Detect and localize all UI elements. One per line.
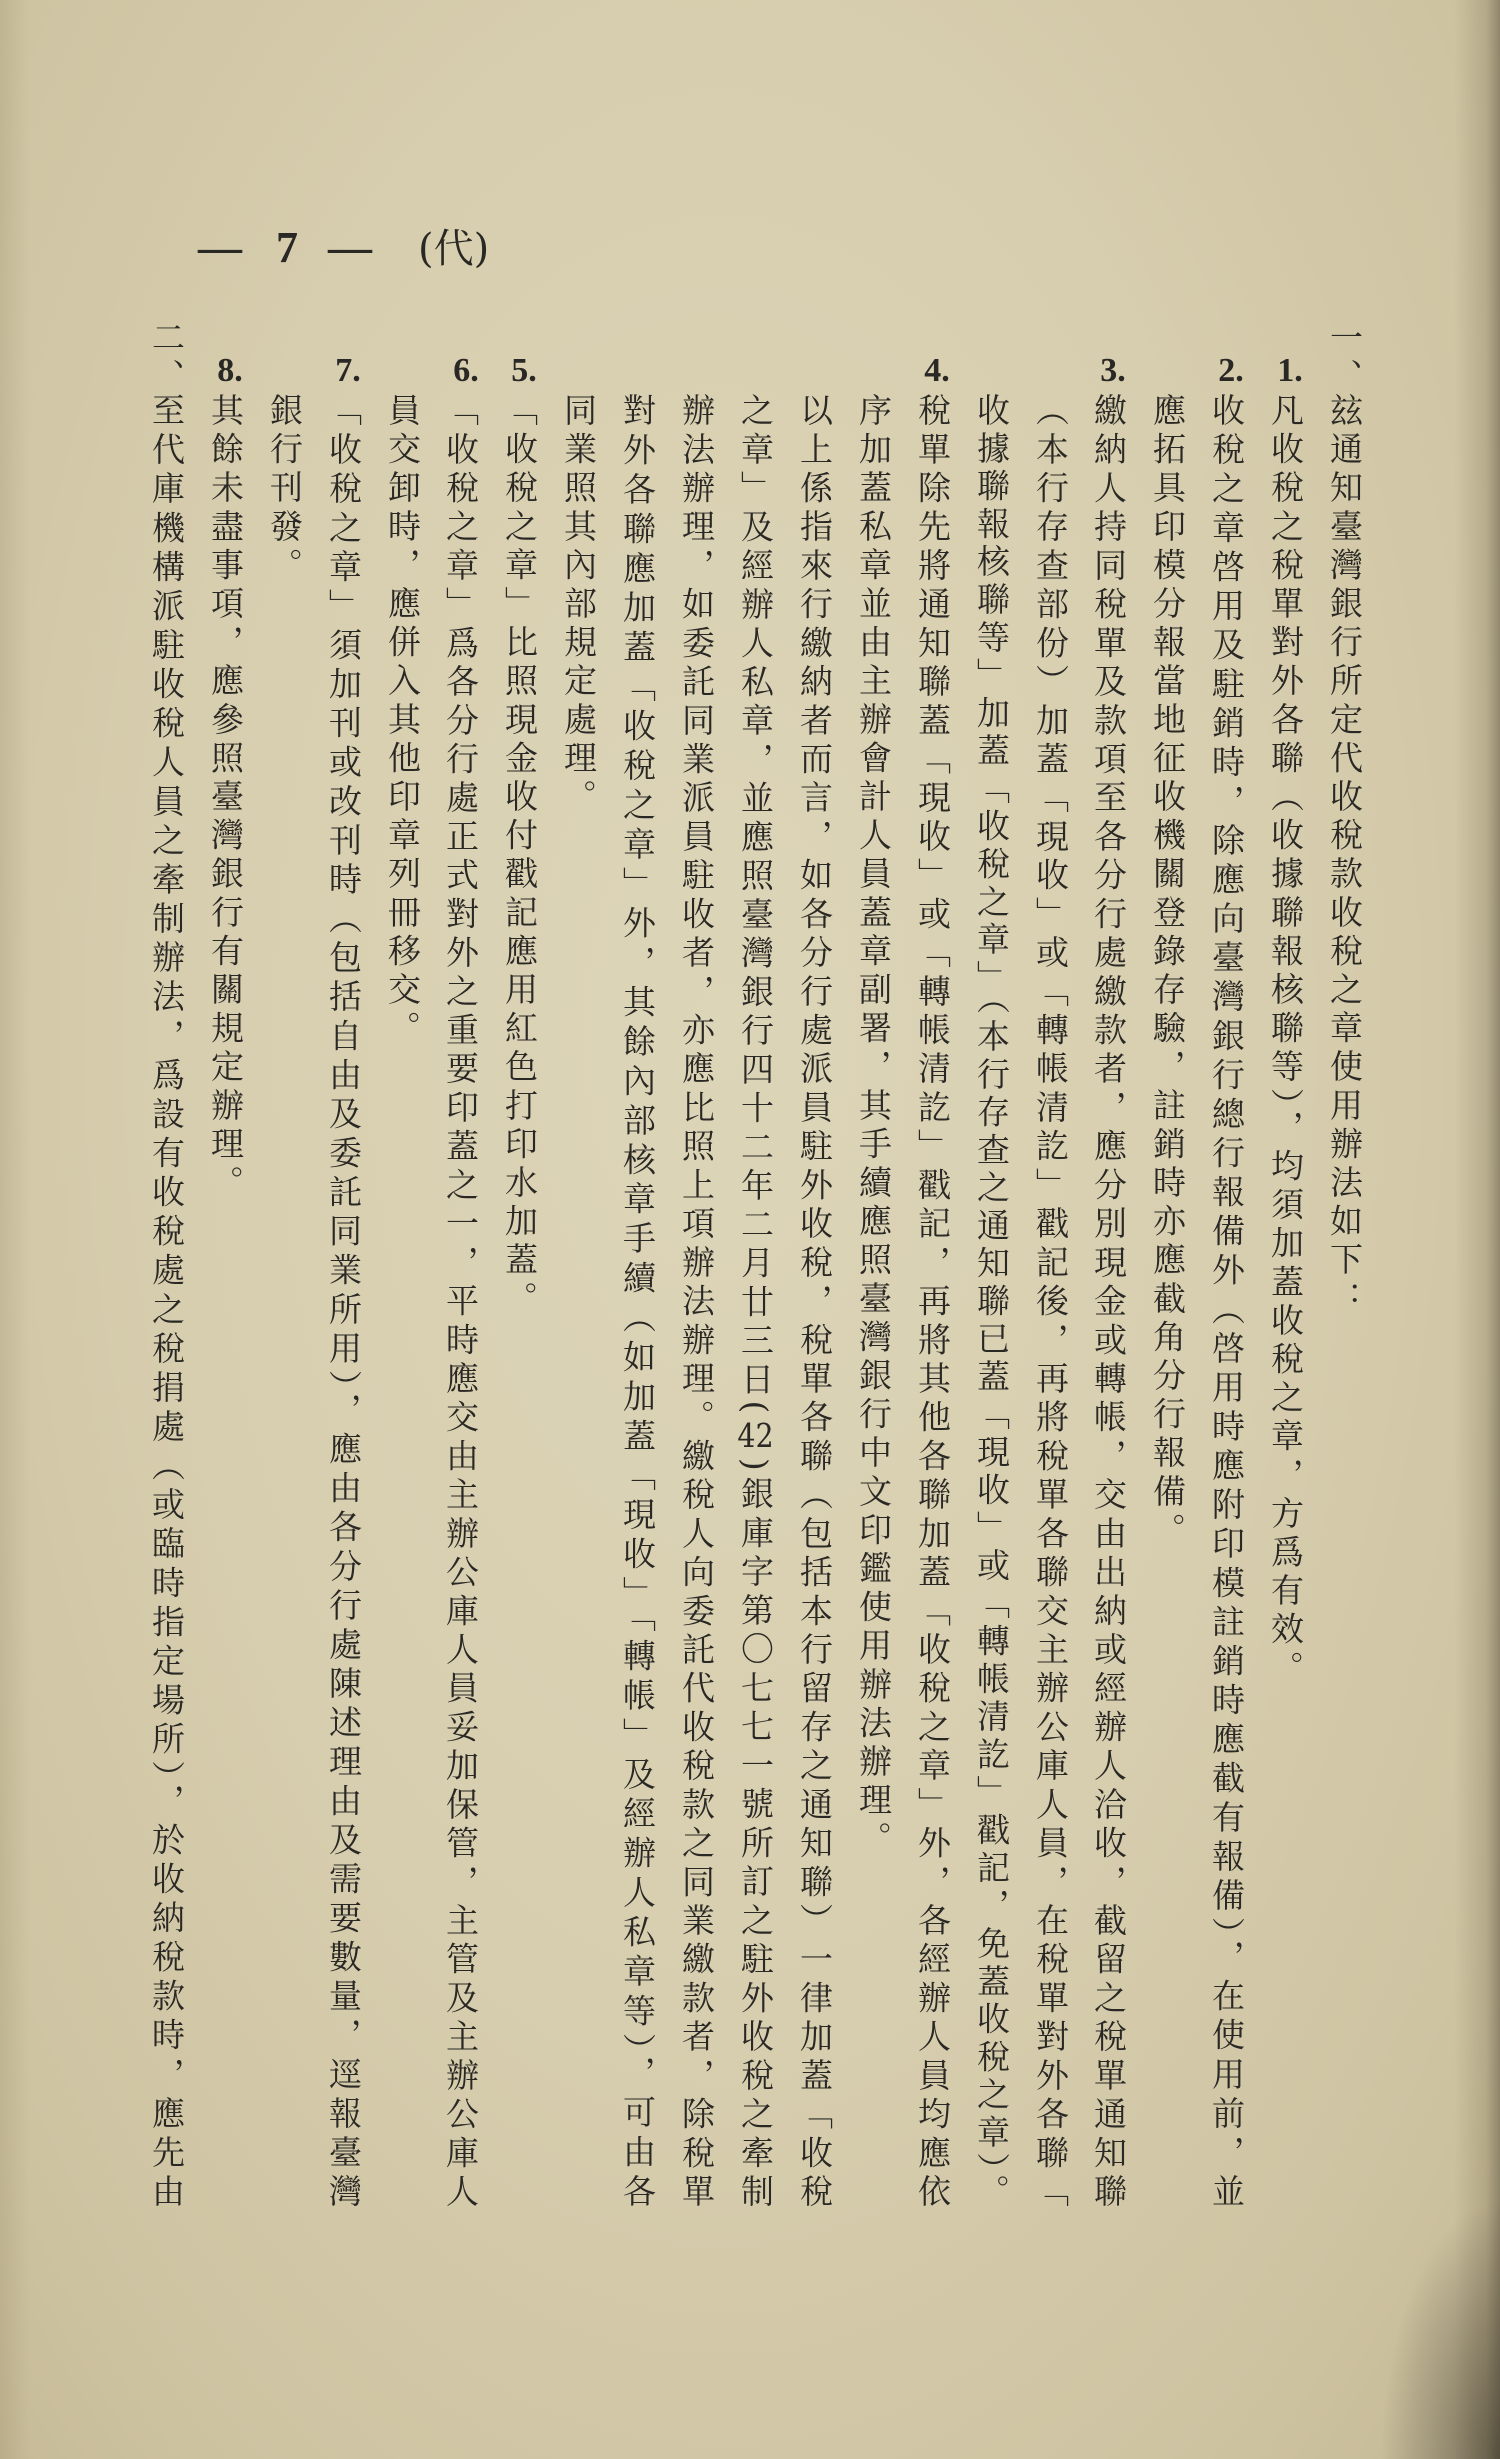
item-5-line-1: 「收稅之章」比照現金收付戳記應用紅色打印水加蓋。 <box>500 393 539 1320</box>
section-1-lead: 玆通知臺灣銀行所定代收稅款收稅之章使用辦法如下： <box>1325 393 1364 1320</box>
paper-corner-shadow <box>1380 2199 1500 2459</box>
item-6-line-1: 「收稅之章」爲各分行處正式對外之重要印蓋之一，平時應交由主辦公庫人員妥加保管，主管及主辦公庫人 <box>441 393 480 2207</box>
item-6-number: 6. <box>453 352 479 389</box>
item-4-line-5: 辦法辦理，如委託同業派員駐收者，亦應比照上項辦法辦理。繳稅人向委託代收稅款之同業繳款者，除稅單 <box>677 393 716 2207</box>
item-4-line-6: 對外各聯應加蓋「收稅之章」外，其餘內部核章手續（如加蓋「現收」「轉帳」及經辦人私章等），可由各 <box>618 393 657 2207</box>
item-3-line-3: 收據聯報核聯等」加蓋「收稅之章」（本行存查之通知聯已蓋「現收」或「轉帳清訖」戳記，免蓋收稅之章）。 <box>972 393 1011 2207</box>
item-4-line-7: 同業照其內部規定處理。 <box>559 393 598 818</box>
item-4-number: 4. <box>924 352 950 389</box>
item-4-line-4: 之章」及經辦人私章，並應照臺灣銀行四十二年二月廿三日(42)銀庫字第〇七七一號所訂之駐外收稅之牽制 <box>736 393 775 2207</box>
item-3-line-2: （本行存查部份）加蓋「現收」或「轉帳清訖」戳記後，再將稅單各聯交主辦公庫人員，在稅單對外各聯「 <box>1031 393 1070 2207</box>
item-5-number: 5. <box>511 352 537 389</box>
item-8-number: 8. <box>217 352 243 389</box>
item-7-line-2: 銀行刊發。 <box>265 393 304 586</box>
section-2-line-1: 至代庫機構派駐收稅人員之牽制辦法，爲設有收稅處之稅捐處（或臨時指定場所），於收納稅款時，應先由 <box>147 393 186 2207</box>
item-2-line-2: 應拓具印模分報當地征收機關登錄存驗，註銷時亦應截角分行報備。 <box>1148 393 1187 1551</box>
item-6-line-2: 員交卸時，應併入其他印章列冊移交。 <box>383 393 422 1050</box>
item-3-line-1: 繳納人持同稅單及款項至各分行處繳款者，應分別現金或轉帳，交由出納或經辦人洽收，截留之稅單通知聯 <box>1089 393 1128 2207</box>
item-1-line-1: 凡收稅之稅單對外各聯（收據聯報核聯等），均須加蓋收稅之章，方爲有效。 <box>1266 393 1305 1689</box>
page-number: 7 <box>276 223 298 272</box>
item-2-number: 2. <box>1218 352 1244 389</box>
section-1-marker: 一、 <box>1325 320 1364 398</box>
paper-edge-left <box>0 0 30 2459</box>
header-dash-right: — <box>328 223 372 272</box>
item-8-line-1: 其餘未盡事項，應參照臺灣銀行有關規定辦理。 <box>206 393 245 1204</box>
item-2-line-1: 收稅之章啓用及駐銷時，除應向臺灣銀行總行報備外（啓用時應附印模註銷時應截有報備），在使用前，並 <box>1207 393 1246 2207</box>
header-dash-left: — <box>198 223 242 272</box>
item-3-number: 3. <box>1100 352 1126 389</box>
item-4-line-1: 稅單除先將通知聯蓋「現收」或「轉帳清訖」戳記，再將其他各聯加蓋「收稅之章」外，各經辦人員均應依 <box>913 393 952 2207</box>
item-4-line-2: 序加蓋私章並由主辦會計人員蓋章副署，其手續應照臺灣銀行中文印鑑使用辦法辦理。 <box>854 393 893 1860</box>
section-label: (代) <box>418 226 490 272</box>
item-1-number: 1. <box>1277 352 1303 389</box>
paper-edge-right <box>1454 0 1500 2459</box>
item-4-line-3: 以上係指來行繳納者而言，如各分行處派員駐外收稅，稅單各聯（包括本行留存之通知聯）一律加蓋「收稅 <box>795 393 834 2207</box>
section-2-marker: 二、 <box>147 320 186 398</box>
item-7-line-1: 「收稅之章」須加刊或改刊時（包括自由及委託同業所用），應由各分行處陳述理由及需要數量，逕報臺灣 <box>324 393 363 2207</box>
item-7-number: 7. <box>335 352 361 389</box>
